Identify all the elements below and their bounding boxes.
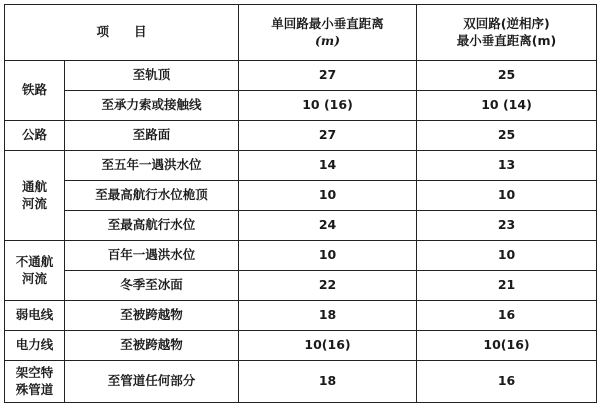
table-row <box>5 331 597 361</box>
item-cell: 至承力索或接触线 <box>65 91 239 121</box>
item-cell: 至管道任何部分 <box>65 361 239 403</box>
category-line: 河流 <box>21 195 47 211</box>
double-value-cell: 16 <box>417 361 597 403</box>
item-cell: 至最高航行水位 <box>65 211 239 241</box>
table-row <box>5 241 597 271</box>
table-row <box>5 361 597 403</box>
single-value-cell: 27 <box>239 121 417 151</box>
single-value-cell: 10 (16) <box>239 91 417 121</box>
single-value-cell: 24 <box>239 211 417 241</box>
category-cell-weak-current-line: 弱电线 <box>5 301 65 331</box>
double-value-cell: 10(16) <box>417 331 597 361</box>
double-value-cell: 25 <box>417 121 597 151</box>
item-cell: 至被跨越物 <box>65 331 239 361</box>
header-item-label: 项 目 <box>96 24 147 40</box>
table-row <box>5 181 597 211</box>
item-cell: 至五年一遇洪水位 <box>65 151 239 181</box>
single-value-cell: 10(16) <box>239 331 417 361</box>
item-cell: 百年一遇洪水位 <box>65 241 239 271</box>
header-single-line2: (m) <box>314 32 341 48</box>
category-cell-power-line: 电力线 <box>5 331 65 361</box>
single-value-cell: 22 <box>239 271 417 301</box>
category-line: 通航 <box>21 178 47 194</box>
header-single-circuit <box>239 5 417 61</box>
table-row <box>5 121 597 151</box>
single-value-cell: 18 <box>239 361 417 403</box>
single-value-cell: 10 <box>239 241 417 271</box>
double-value-cell: 23 <box>417 211 597 241</box>
double-value-cell: 10 <box>417 181 597 211</box>
category-cell-railway: 铁路 <box>5 61 65 121</box>
table-row <box>5 211 597 241</box>
table-row <box>5 61 597 91</box>
item-cell: 至被跨越物 <box>65 301 239 331</box>
table-row <box>5 271 597 301</box>
double-value-cell: 25 <box>417 61 597 91</box>
header-item <box>5 5 239 61</box>
category-cell-non-navigable-river <box>5 241 65 301</box>
table-row <box>5 151 597 181</box>
category-line: 河流 <box>21 270 47 286</box>
double-value-cell: 10 (14) <box>417 91 597 121</box>
item-cell: 至轨顶 <box>65 61 239 91</box>
header-double-line2: 最小垂直距离(m) <box>456 32 557 48</box>
category-line: 架空特 <box>15 364 54 380</box>
table-header-row <box>5 5 597 61</box>
single-value-cell: 27 <box>239 61 417 91</box>
header-double-line1: 双回路(逆相序) <box>463 15 550 31</box>
item-cell: 至最高航行水位桅顶 <box>65 181 239 211</box>
item-cell: 冬季至冰面 <box>65 271 239 301</box>
header-double-circuit <box>417 5 597 61</box>
category-cell-navigable-river <box>5 151 65 241</box>
header-single-line1: 单回路最小垂直距离 <box>271 15 384 31</box>
double-value-cell: 16 <box>417 301 597 331</box>
single-value-cell: 10 <box>239 181 417 211</box>
category-cell-special-pipeline <box>5 361 65 403</box>
double-value-cell: 13 <box>417 151 597 181</box>
table-row <box>5 91 597 121</box>
clearance-table <box>4 4 597 403</box>
double-value-cell: 21 <box>417 271 597 301</box>
table-row <box>5 301 597 331</box>
item-cell: 至路面 <box>65 121 239 151</box>
single-value-cell: 18 <box>239 301 417 331</box>
category-line: 不通航 <box>15 253 54 269</box>
single-value-cell: 14 <box>239 151 417 181</box>
category-cell-highway: 公路 <box>5 121 65 151</box>
category-line: 殊管道 <box>15 381 54 397</box>
double-value-cell: 10 <box>417 241 597 271</box>
